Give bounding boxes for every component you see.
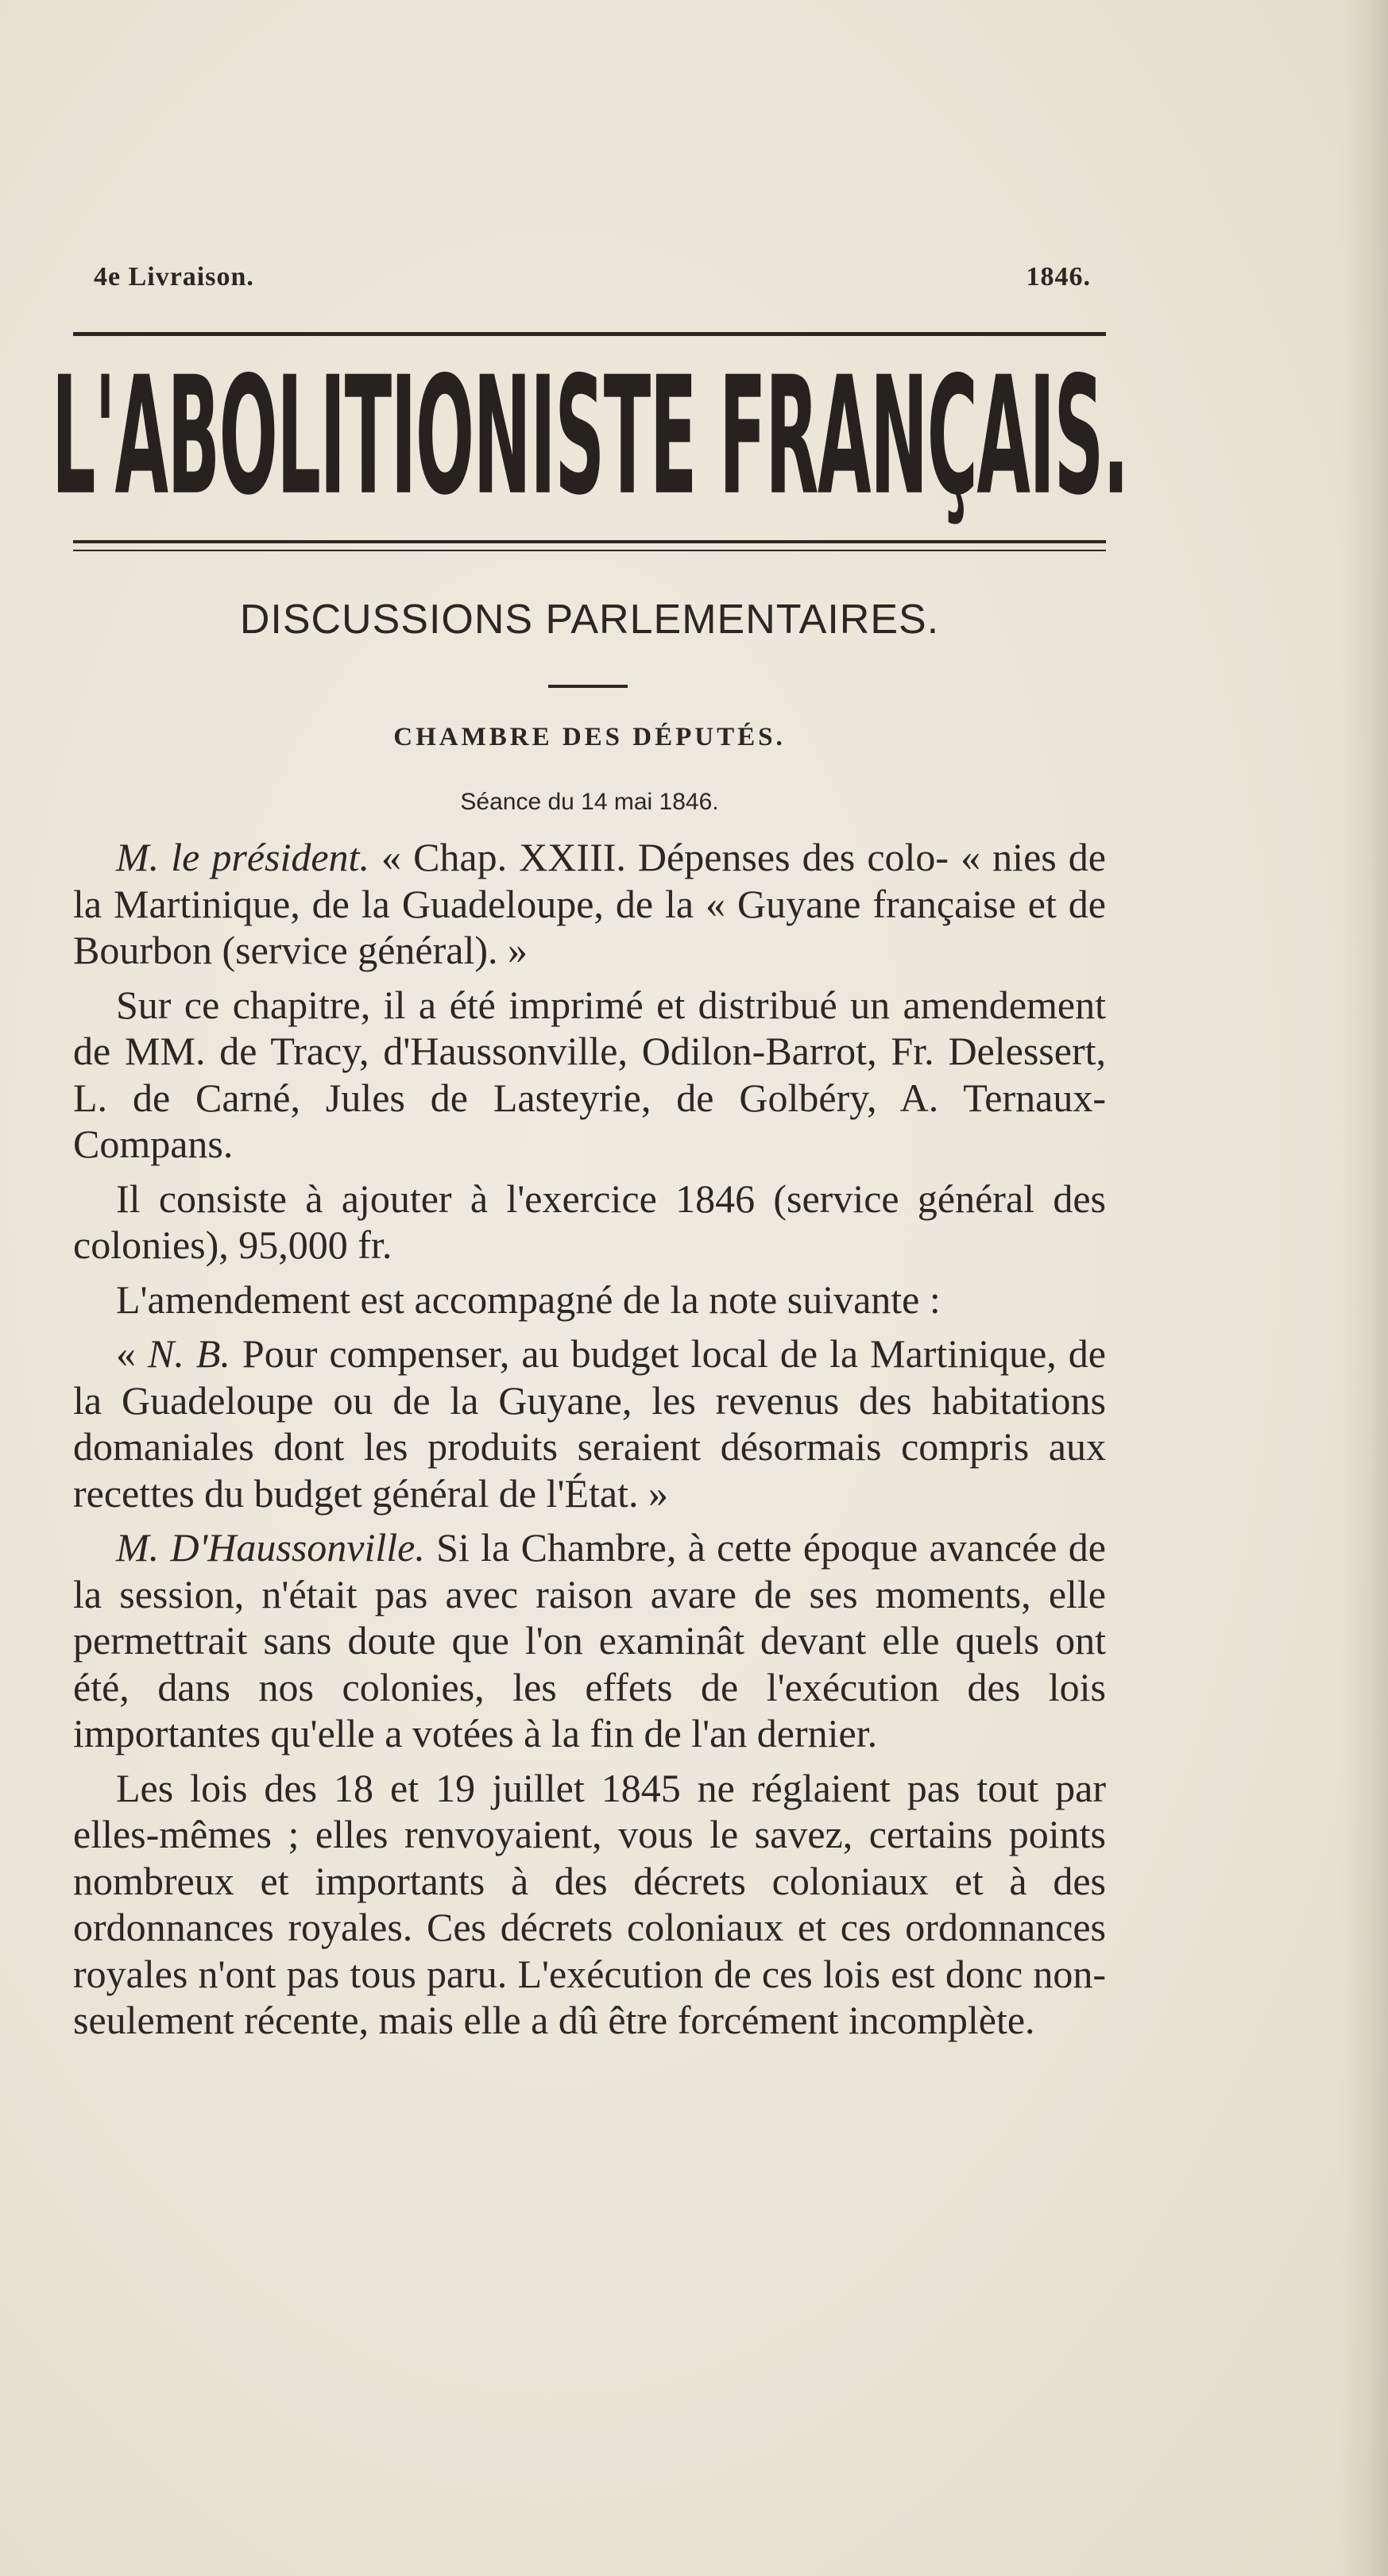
page-gutter-shadow: [1340, 0, 1388, 2576]
speaker-name: M. D'Haussonville.: [116, 1525, 425, 1570]
paragraph-text: Pour compenser, au budget local de la Martinique, de la Guadeloupe ou de la Guyane, les revenus des habitations domaniales dont les produits seraient désormais compris aux recettes du budget général de l'État. »: [73, 1331, 1106, 1516]
issue-number: 4e Livraison.: [94, 262, 254, 292]
paragraph-note: [73, 1330, 1106, 1516]
top-rule: [73, 332, 1106, 336]
masthead-rule-lower: [73, 550, 1106, 551]
paragraph-president: [73, 834, 1106, 974]
issue-header: [94, 262, 1091, 302]
section-divider: [548, 685, 628, 688]
paragraph-laws: Les lois des 18 et 19 juillet 1845 ne réglaient pas tout par elles-mêmes ; elles renvoyaient, vous le savez, certains points nombreux et importants à des décrets coloniaux et à des ordonnances royales. Ces décrets coloniaux et ces ordonnances royales n'ont pas tous paru. L'exécution de ces lois est donc non-seulement récente, mais elle a dû être forcément incomplète.: [73, 1765, 1106, 2042]
article-body: [73, 834, 1106, 2052]
paragraph-haussonville: [73, 1524, 1106, 1757]
note-label: N. B.: [148, 1331, 230, 1376]
issue-year: 1846.: [1026, 262, 1091, 292]
speaker-name: M. le président.: [116, 835, 369, 879]
paragraph-text: « Chap. XXIII. Dépenses des colo- « nies de la Martinique, de la Guadeloupe, de la « Guyane française et de Bourbon (service général). »: [73, 835, 1106, 972]
journal-title: L'ABOLITIONISTE FRANÇAIS.: [51, 342, 1128, 532]
paragraph-text: Si la Chambre, à cette époque avancée de la session, n'était pas avec raison avare de ses moments, elle permettrait sans doute que l'on examinât devant elle quels ont été, dans nos colonies, les effets de l'exécution des lois importantes qu'elle a votées à la fin de l'an dernier.: [73, 1525, 1106, 1755]
quote-open: «: [116, 1331, 148, 1376]
section-title: DISCUSSIONS PARLEMENTAIRES.: [239, 597, 940, 643]
masthead-rule-upper: [73, 540, 1106, 543]
session-date: Séance du 14 mai 1846.: [460, 789, 719, 815]
masthead: [51, 342, 1128, 532]
paragraph-amount: Il consiste à ajouter à l'exercice 1846 (service général des colonies), 95,000 fr.: [73, 1176, 1106, 1267]
chamber-heading: CHAMBRE DES DÉPUTÉS.: [393, 723, 786, 751]
paragraph-amendment: Sur ce chapitre, il a été imprimé et distribué un amendement de MM. de Tracy, d'Haussonville, Odilon-Barrot, Fr. Delessert, L. de Carné, Jules de Lasteyrie, de Golbéry, A. Ternaux-Compans.: [73, 982, 1106, 1166]
paragraph-note-intro: L'amendement est accompagné de la note suivante :: [116, 1276, 941, 1322]
